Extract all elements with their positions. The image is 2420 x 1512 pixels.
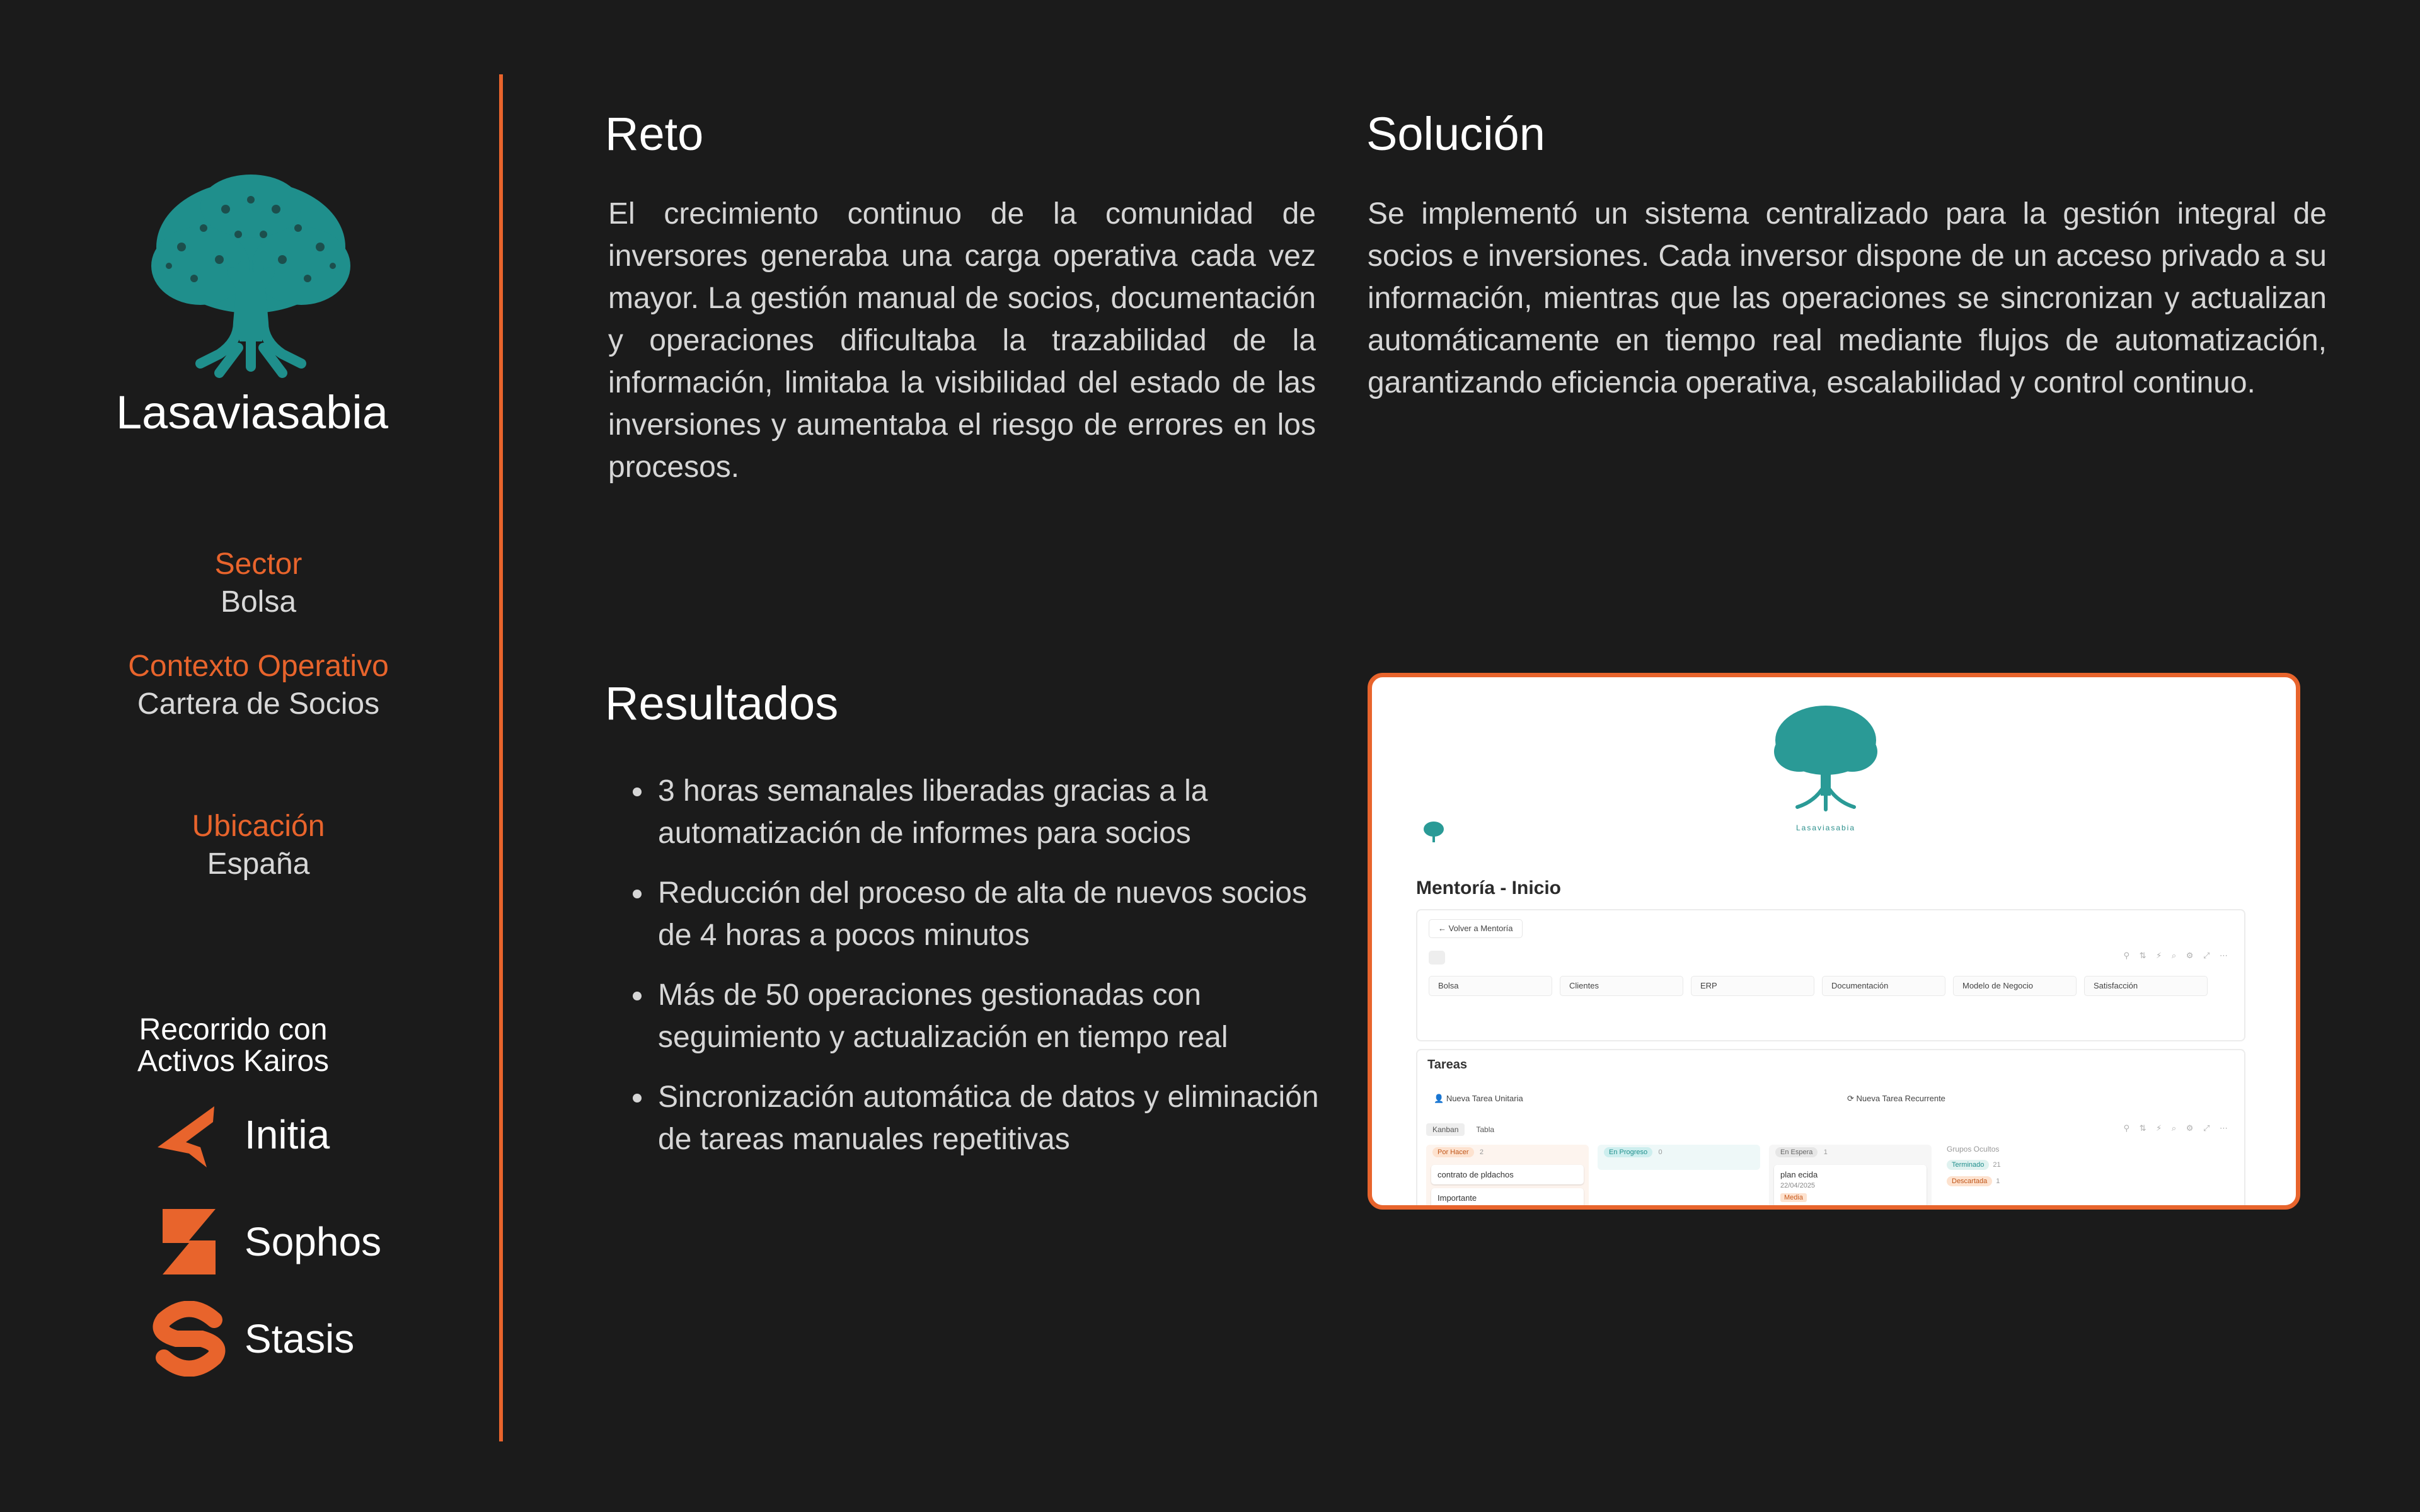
nav-chip[interactable]: Satisfacción: [2084, 976, 2208, 996]
status-pill[interactable]: Terminado: [1947, 1160, 1989, 1170]
back-button[interactable]: ← Volver a Mentoría: [1429, 919, 1523, 938]
vertical-divider: [499, 74, 503, 1441]
screenshot-nav-panel: [1416, 909, 2245, 1041]
screenshot-logo-caption: Lasaviasabia: [1795, 823, 1856, 832]
kairos-title-line1: Recorrido con: [139, 1013, 328, 1046]
task-card-date: 22/04/2025: [1780, 1182, 1816, 1189]
status-pill: Por Hacer: [1432, 1147, 1474, 1157]
task-card-subtasks: 1/2: [1438, 1205, 1448, 1210]
reto-text: El crecimiento continuo de la comunidad de inversores generaba una carga operativa cada vez mayor. La gestión manual de socios, documentación y operaciones dificultaba la trazabilidad de la información, limitaba la visibilidad del estado de las inversiones y aumentaba el riesgo de errores en los procesos.: [608, 197, 1316, 484]
context-label: Contexto Operativo: [128, 650, 389, 683]
screenshot-tasks-panel: [1416, 1049, 2245, 1210]
kairos-title: [107, 1014, 359, 1077]
task-card-title: Importante: [1438, 1193, 1477, 1203]
task-card[interactable]: [1774, 1165, 1927, 1207]
task-card[interactable]: [1431, 1165, 1584, 1184]
nav-row: [1429, 976, 2208, 996]
initia-icon: [151, 1097, 227, 1172]
priority-tag: Media: [1780, 1193, 1807, 1202]
group-count: 1: [1996, 1177, 2000, 1185]
app-screenshot: [1368, 673, 2300, 1210]
nav-chip[interactable]: ERP: [1691, 976, 1814, 996]
toolbar-icons[interactable]: ⚲ ⇅ ⚡ ⌕ ⚙ ⤢ ⋯: [2123, 951, 2232, 960]
column-count: 1: [1823, 1148, 1828, 1156]
sophos-icon: [151, 1204, 227, 1280]
company-name: Lasaviasabia: [116, 386, 388, 438]
kairos-title-line2: Activos Kairos: [137, 1045, 330, 1078]
tab-kanban[interactable]: Kanban: [1426, 1123, 1465, 1136]
kanban-column-todo: [1426, 1145, 1589, 1210]
column-count: 0: [1658, 1148, 1662, 1156]
result-item: Más de 50 operaciones gestionadas con seguimiento y actualización en tiempo real: [630, 974, 1323, 1058]
back-button-label: Volver a Mentoría: [1448, 924, 1513, 933]
nav-chip[interactable]: Clientes: [1560, 976, 1683, 996]
solucion-text: Se implementó un sistema centralizado para la gestión integral de socios e inversiones. Cada inversor dispone de un acceso privado a su información, mientras que las operaciones se sincronizan y actualizan automáticamente en tiempo real mediante flujos de automatización, garantizando eficiencia operativa, escalabilidad y control continuo.: [1368, 197, 2327, 399]
nav-chip[interactable]: Modelo de Negocio: [1953, 976, 2077, 996]
result-item: Reducción del proceso de alta de nuevos socios de 4 horas a pocos minutos: [630, 872, 1323, 956]
sector-value: Bolsa: [220, 585, 297, 619]
sidebar: [0, 0, 504, 1512]
result-item: 3 horas semanales liberadas gracias a la automatización de informes para socios: [630, 770, 1323, 854]
new-recurring-label: Nueva Tarea Recurrente: [1856, 1094, 1945, 1103]
asset-name: Sophos: [245, 1219, 382, 1264]
asset-stasis: [151, 1298, 354, 1380]
task-card-title: contrato de pldachos: [1438, 1170, 1514, 1179]
new-task-label: Nueva Tarea Unitaria: [1446, 1094, 1523, 1103]
hidden-groups: [1947, 1145, 2098, 1186]
asset-name: Initia: [245, 1112, 330, 1157]
tree-logo-icon: [1769, 701, 1882, 815]
comment-icon[interactable]: [1429, 951, 1445, 965]
status-pill: En Espera: [1775, 1147, 1818, 1157]
stasis-icon: [151, 1301, 227, 1377]
screenshot-page-title: Mentoría - Inicio: [1416, 878, 1562, 898]
new-recurring-button[interactable]: ⟳ Nueva Tarea Recurrente: [1847, 1094, 1945, 1103]
hidden-groups-label: Grupos Ocultos: [1947, 1145, 2000, 1154]
task-card[interactable]: [1431, 1188, 1584, 1210]
asset-name: Stasis: [245, 1316, 355, 1361]
new-task-button[interactable]: 👤 Nueva Tarea Unitaria: [1434, 1094, 1523, 1103]
page-tree-icon: [1421, 820, 1446, 845]
context-value: Cartera de Socios: [137, 687, 380, 721]
tree-logo-icon: [144, 171, 358, 383]
view-tabs: [1426, 1123, 1501, 1136]
location-label: Ubicación: [192, 810, 325, 843]
column-count: 2: [1479, 1148, 1484, 1156]
status-pill[interactable]: Descartada: [1947, 1176, 1992, 1186]
tasks-title: Tareas: [1427, 1058, 1468, 1072]
nav-chip[interactable]: Documentación: [1822, 976, 1945, 996]
reto-title: Reto: [605, 108, 704, 160]
result-item: Sincronización automática de datos y eliminación de tareas manuales repetitivas: [630, 1076, 1323, 1160]
group-count: 21: [1993, 1161, 2001, 1169]
kanban-column-waiting: [1769, 1145, 1932, 1210]
tab-tabla[interactable]: Tabla: [1476, 1125, 1495, 1134]
task-card-title: plan ecida: [1780, 1170, 1818, 1179]
resultados-title: Resultados: [605, 677, 839, 730]
asset-initia: [151, 1094, 330, 1176]
location-value: España: [207, 847, 310, 881]
asset-sophos: [151, 1201, 381, 1283]
nav-chip[interactable]: Bolsa: [1429, 976, 1552, 996]
sector-label: Sector: [214, 547, 302, 581]
solucion-title: Solución: [1366, 108, 1545, 160]
results-list: [630, 770, 1323, 1178]
status-pill: En Progreso: [1604, 1147, 1652, 1157]
kanban-column-progress: [1598, 1145, 1760, 1170]
board-toolbar-icons[interactable]: ⚲ ⇅ ⚡ ⌕ ⚙ ⤢ ⋯: [2123, 1123, 2232, 1133]
